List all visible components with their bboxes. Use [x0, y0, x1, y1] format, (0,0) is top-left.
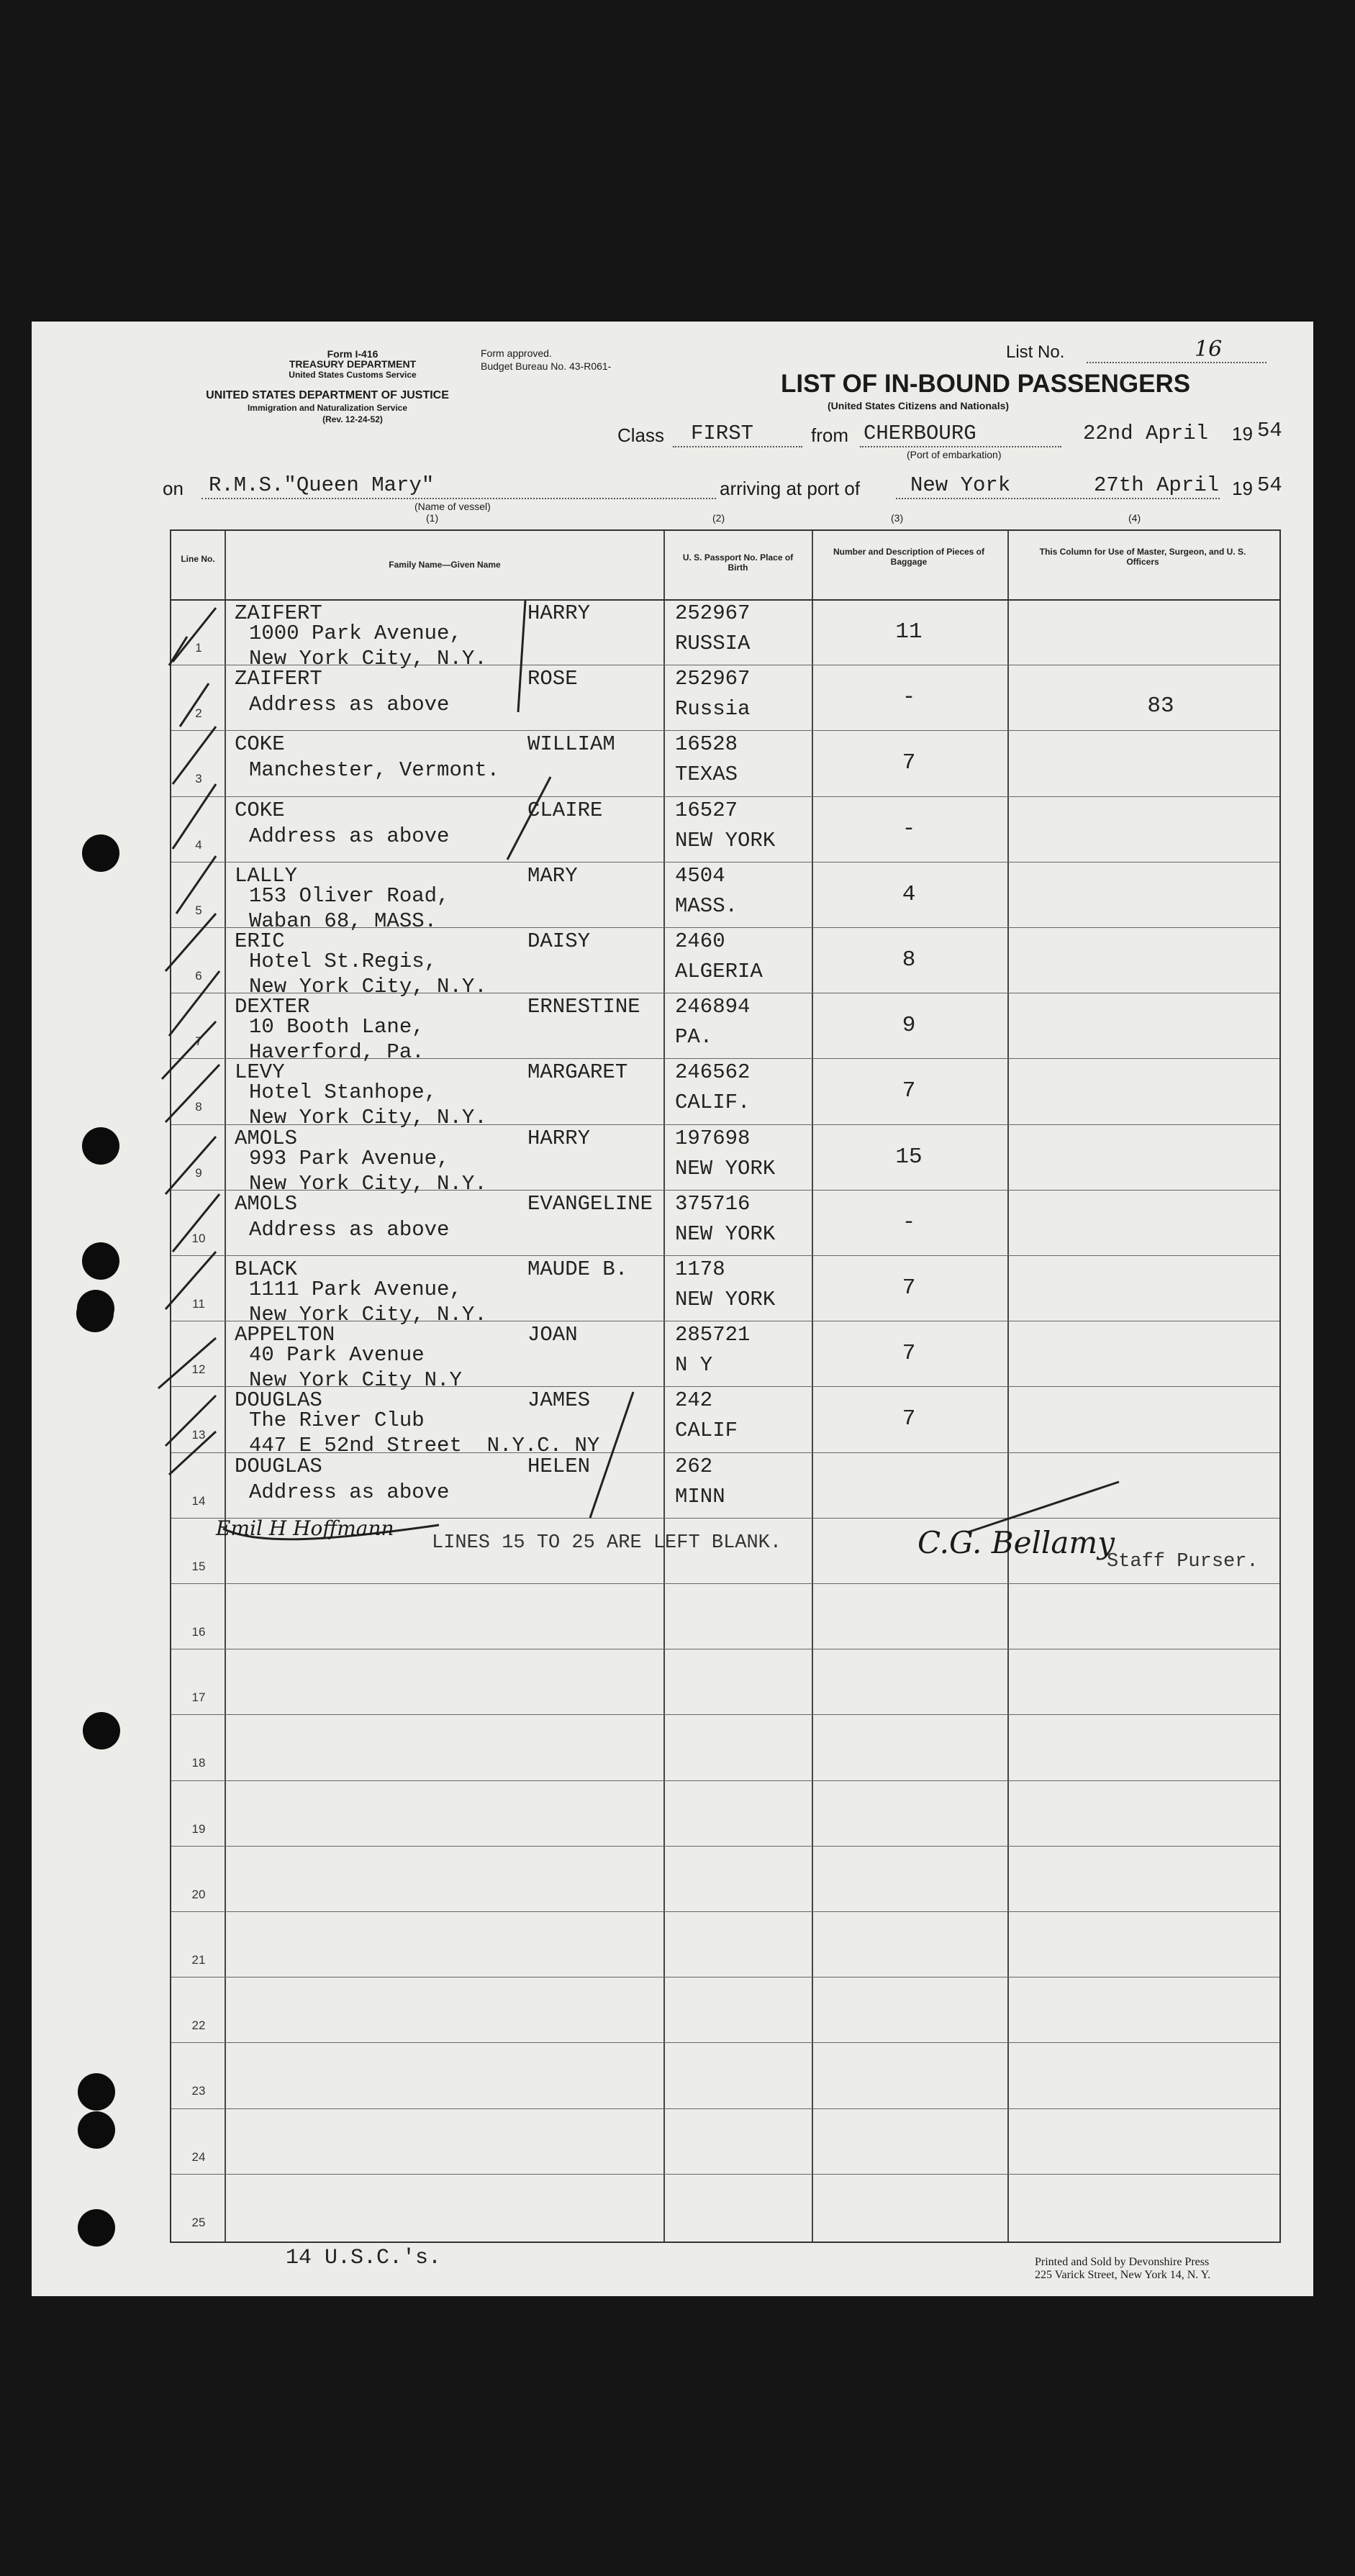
line-number: 21 — [191, 1953, 206, 1967]
family-name: COKE — [235, 798, 285, 822]
line-number: 4 — [195, 837, 202, 852]
line-number: 3 — [195, 772, 202, 786]
revision-date: (Rev. 12-24-52) — [322, 414, 383, 424]
passport-number: 246562 — [675, 1060, 751, 1085]
passport-number: 252967 — [675, 667, 751, 691]
class-label: Class — [617, 424, 665, 446]
line-number: 23 — [191, 2084, 206, 2098]
line-number: 12 — [191, 1362, 206, 1377]
passport-number: 285721 — [675, 1323, 751, 1347]
address: Address as above — [249, 1217, 450, 1242]
place-of-birth: PA. — [675, 1025, 713, 1050]
passport-number: 16527 — [675, 798, 738, 822]
class-value: FIRST — [691, 422, 754, 445]
address: Hotel Stanhope, New York City, N.Y. — [249, 1080, 487, 1130]
column-number-2: (2) — [712, 512, 725, 524]
baggage-count: 7 — [902, 750, 916, 776]
given-name: ROSE — [527, 667, 578, 691]
customs-service: United States Customs Service — [289, 370, 417, 380]
line-number: 5 — [195, 903, 202, 917]
depart-date: 22nd April — [1083, 422, 1209, 445]
address: Manchester, Vermont. — [249, 758, 500, 783]
family-name: DEXTER — [235, 995, 310, 1019]
year-prefix: 19 — [1232, 423, 1253, 445]
line-number: 22 — [191, 2019, 206, 2033]
line-number: 1 — [195, 641, 202, 655]
line-number: 25 — [191, 2215, 206, 2229]
passport-number: 242 — [675, 1388, 713, 1413]
port-embarkation-caption: (Port of embarkation) — [907, 449, 1002, 460]
line-number: 19 — [191, 1821, 206, 1836]
family-name: ERIC — [235, 929, 285, 953]
family-name: ZAIFERT — [235, 667, 322, 691]
place-of-birth: TEXAS — [675, 763, 738, 787]
baggage-count: 8 — [902, 947, 916, 973]
printer-line-1: Printed and Sold by Devonshire Press — [1035, 2256, 1210, 2268]
arriving-label: arriving at port of — [720, 478, 861, 499]
line-number: 11 — [192, 1297, 205, 1311]
place-of-birth: NEW YORK — [675, 1221, 776, 1246]
blank-lines-note: LINES 15 TO 25 ARE LEFT BLANK. — [432, 1532, 782, 1554]
document-title: LIST OF IN-BOUND PASSENGERS — [781, 370, 1191, 398]
baggage-count: - — [902, 816, 916, 842]
line-number: 10 — [191, 1231, 206, 1245]
vessel-column-number: (1) — [426, 512, 439, 524]
line-number: 15 — [191, 1559, 206, 1573]
from-value: CHERBOURG — [864, 422, 976, 445]
address: 153 Oliver Road, Waban 68, MASS. — [249, 883, 450, 933]
passport-number: 262 — [675, 1454, 713, 1478]
family-name: DOUGLAS — [235, 1454, 322, 1478]
family-name: DOUGLAS — [235, 1388, 322, 1413]
address: Address as above — [249, 824, 450, 848]
place-of-birth: CALIF — [675, 1419, 738, 1443]
line-number: 20 — [191, 1887, 206, 1901]
line-number: 13 — [191, 1428, 206, 1442]
footer-count: 14 U.S.C.'s. — [286, 2246, 442, 2270]
address: 1000 Park Avenue, New York City, N.Y. — [249, 622, 487, 670]
family-name: ZAIFERT — [235, 601, 322, 625]
depart-year: 54 — [1257, 419, 1282, 442]
column-header-passport: U. S. Passport No. Place of Birth — [682, 552, 794, 573]
column-number-3: (3) — [891, 512, 904, 524]
given-name: HELEN — [527, 1454, 591, 1478]
department-of-justice: UNITED STATES DEPARTMENT OF JUSTICE — [206, 389, 449, 401]
family-name: AMOLS — [235, 1126, 298, 1150]
baggage-count: 11 — [895, 619, 923, 645]
line-number: 14 — [191, 1493, 206, 1508]
document-subtitle: (United States Citizens and Nationals) — [828, 400, 1010, 411]
passport-number: 4504 — [675, 863, 725, 888]
address: 10 Booth Lane, Haverford, Pa. — [249, 1015, 425, 1065]
baggage-count: 15 — [895, 1144, 923, 1170]
place-of-birth: ALGERIA — [675, 960, 763, 983]
baggage-count: 4 — [902, 881, 916, 907]
given-name: MARY — [527, 863, 578, 888]
address: 40 Park Avenue New York City N.Y — [249, 1343, 462, 1393]
baggage-count: 7 — [902, 1275, 916, 1301]
baggage-count: 7 — [902, 1078, 916, 1104]
given-name: JOAN — [527, 1323, 578, 1347]
budget-bureau: Budget Bureau No. 43-R061- — [481, 360, 612, 372]
arrival-date: 27th April — [1094, 473, 1220, 497]
baggage-count: - — [902, 685, 916, 711]
vessel-name: R.M.S."Queen Mary" — [209, 473, 435, 497]
family-name: APPELTON — [235, 1323, 335, 1347]
list-number-label: List No. — [1006, 342, 1065, 362]
given-name: HARRY — [527, 1126, 591, 1150]
place-of-birth: NEW YORK — [675, 1288, 776, 1311]
line-number: 7 — [195, 1034, 202, 1049]
given-name: MARGARET — [527, 1060, 628, 1085]
printer-line-2: 225 Varick Street, New York 14, N. Y. — [1035, 2269, 1211, 2281]
ins-service: Immigration and Naturalization Service — [247, 403, 408, 413]
baggage-count: 9 — [902, 1013, 916, 1039]
place-of-birth: NEW YORK — [675, 1156, 776, 1180]
purser-title: Staff Purser. — [1107, 1551, 1259, 1573]
line-number: 18 — [191, 1756, 206, 1770]
given-name: JAMES — [527, 1388, 591, 1413]
arrival-port: New York — [910, 473, 1011, 497]
place-of-birth: MASS. — [675, 893, 738, 918]
officer-signature: Emil H Hoffmann — [216, 1516, 394, 1540]
place-of-birth: MINN — [675, 1484, 725, 1508]
passport-number: 1178 — [675, 1257, 725, 1281]
treasury-department: TREASURY DEPARTMENT — [289, 358, 417, 370]
family-name: LALLY — [235, 863, 298, 888]
column-number-4: (4) — [1128, 512, 1141, 524]
given-name: CLAIRE — [527, 798, 603, 822]
place-of-birth: N Y — [675, 1353, 713, 1378]
line-number: 6 — [195, 969, 202, 983]
line-number: 9 — [195, 1165, 202, 1180]
vessel-caption: (Name of vessel) — [414, 501, 491, 512]
line-number: 16 — [191, 1625, 206, 1639]
given-name: EVANGELINE — [527, 1191, 653, 1216]
passport-number: 252967 — [675, 601, 751, 625]
given-name: ERNESTINE — [527, 995, 640, 1019]
list-number-value: 16 — [1195, 337, 1223, 362]
address: Address as above — [249, 1480, 450, 1504]
address: 1111 Park Avenue, New York City, N.Y. — [249, 1278, 487, 1326]
address: The River Club 447 E 52nd Street N.Y.C. NY — [249, 1408, 600, 1458]
on-label: on — [163, 478, 183, 499]
purser-signature: C.G. Bellamy — [917, 1525, 1115, 1560]
passport-number: 2460 — [675, 929, 725, 953]
column-header-name: Family Name—Given Name — [389, 560, 501, 570]
given-name: WILLIAM — [527, 732, 615, 757]
address: Address as above — [249, 693, 450, 717]
baggage-count: - — [902, 1209, 916, 1235]
baggage-count: 7 — [902, 1406, 916, 1432]
line-number: 24 — [191, 2149, 206, 2164]
place-of-birth: NEW YORK — [675, 828, 776, 852]
line-number: 8 — [195, 1100, 202, 1114]
form-number: Form I-416 — [327, 348, 379, 360]
from-label: from — [811, 424, 848, 446]
address: Hotel St.Regis, New York City, N.Y. — [249, 950, 487, 998]
arrival-year: 54 — [1257, 473, 1282, 497]
line-number: 2 — [195, 706, 202, 721]
family-name: COKE — [235, 732, 285, 757]
passport-number: 16528 — [675, 732, 738, 757]
passport-number: 375716 — [675, 1191, 751, 1216]
address: 993 Park Avenue, New York City, N.Y. — [249, 1146, 487, 1196]
passport-number: 246894 — [675, 995, 751, 1019]
column-header-line: Line No. — [181, 554, 215, 564]
given-name: DAISY — [527, 929, 591, 953]
place-of-birth: Russia — [675, 697, 751, 722]
given-name: MAUDE B. — [527, 1257, 628, 1281]
passport-number: 197698 — [675, 1126, 751, 1150]
given-name: HARRY — [527, 601, 591, 625]
column-header-officers: This Column for Use of Master, Surgeon, and U. S. Officers — [1039, 547, 1246, 567]
line-number: 17 — [191, 1690, 206, 1705]
place-of-birth: CALIF. — [675, 1091, 751, 1115]
hand-tick-marks — [158, 601, 1119, 1539]
form-approved: Form approved. — [481, 347, 552, 359]
officer-note: 83 — [1147, 693, 1174, 719]
place-of-birth: RUSSIA — [675, 632, 751, 655]
family-name: AMOLS — [235, 1191, 298, 1216]
baggage-count: 7 — [902, 1341, 916, 1367]
family-name: LEVY — [235, 1060, 285, 1085]
column-header-baggage: Number and Description of Pieces of Baggage — [833, 547, 985, 567]
family-name: BLACK — [235, 1257, 298, 1281]
year-prefix: 19 — [1232, 478, 1253, 499]
